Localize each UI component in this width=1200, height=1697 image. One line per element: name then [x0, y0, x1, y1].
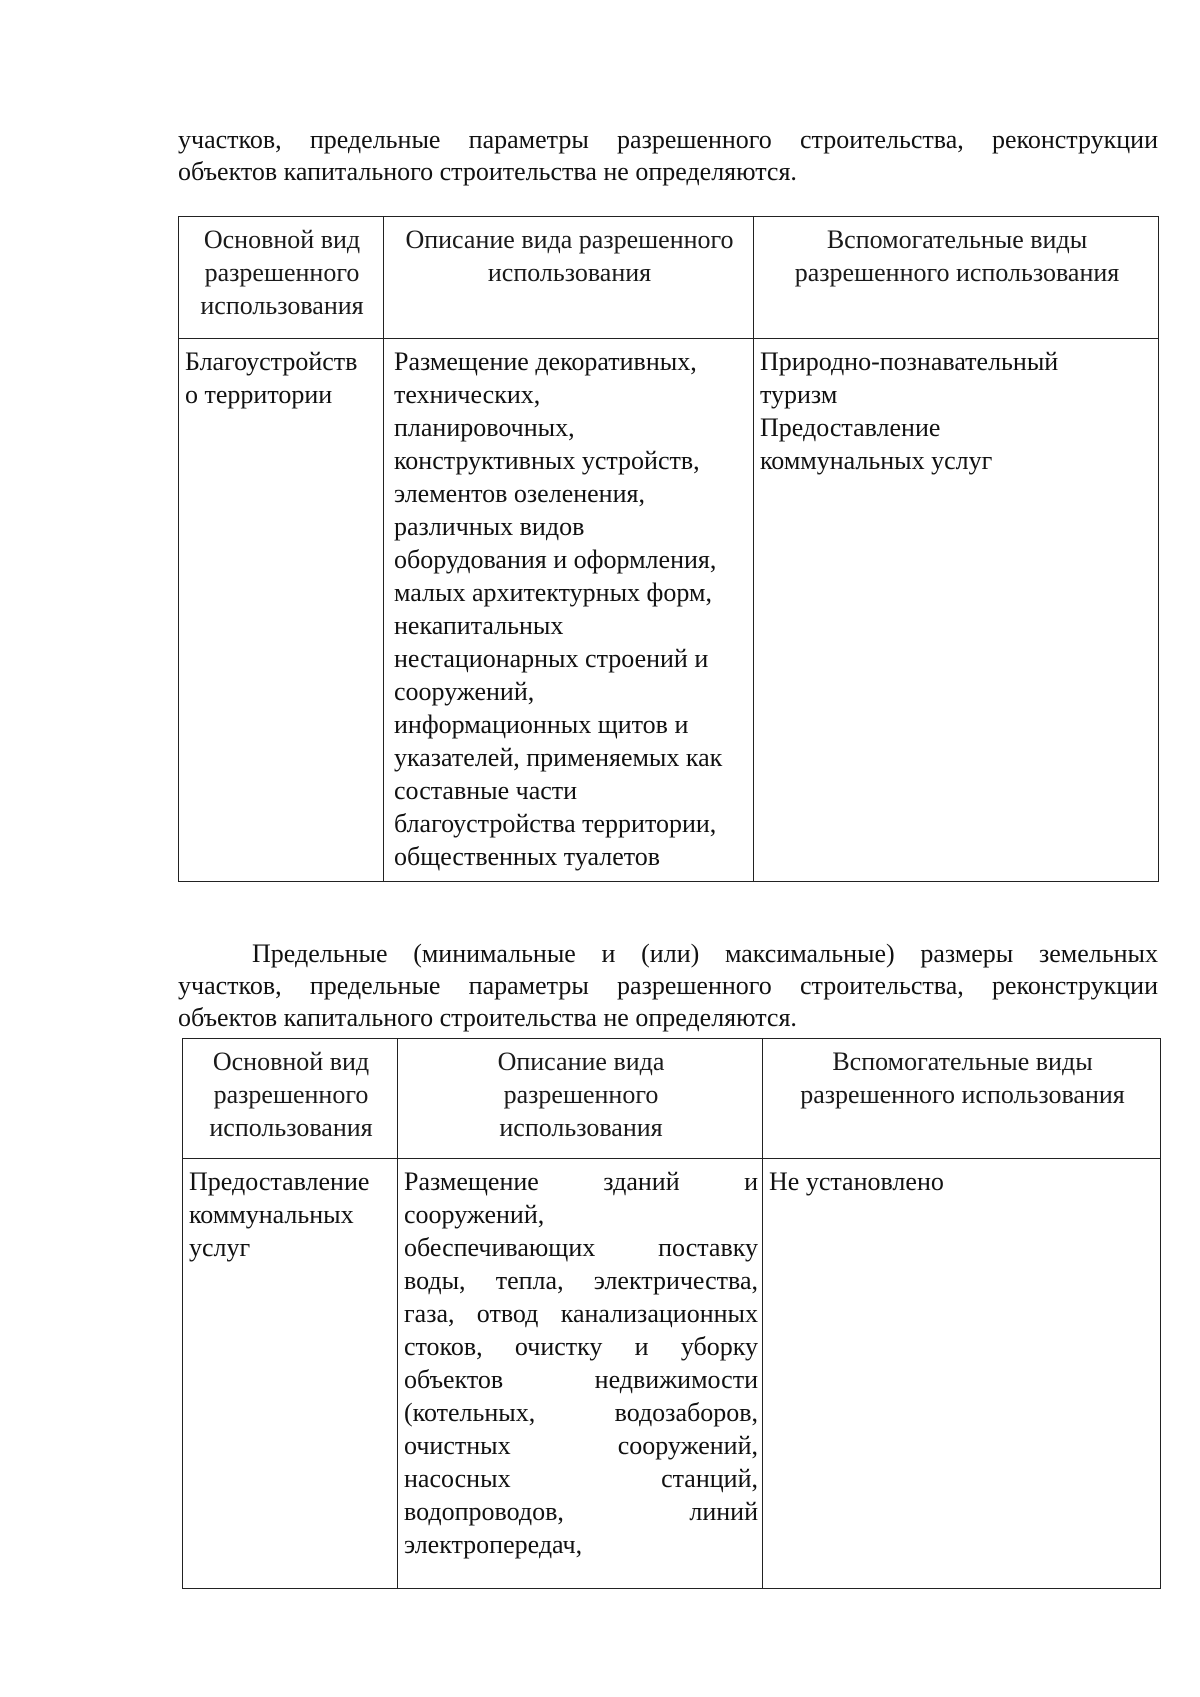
cell-line: услуг	[189, 1233, 251, 1262]
cell-line: (котельных, водозаборов,	[404, 1398, 758, 1427]
cell-line: объектов недвижимости	[404, 1365, 758, 1394]
cell-line: общественных туалетов	[394, 842, 661, 871]
cell-line: обеспечивающих поставку	[404, 1233, 758, 1262]
cell-main-type	[183, 1159, 398, 1589]
cell-main-type	[179, 339, 384, 882]
paragraph-line: объектов капитального строительства не определяются.	[178, 157, 797, 186]
table-header-row	[179, 217, 1159, 339]
cell-auxiliary	[763, 1159, 1161, 1589]
paragraph-line: объектов капитального строительства не определяются.	[178, 1003, 797, 1032]
cell-line: Размещение зданий и	[404, 1167, 758, 1196]
header-line: использования	[209, 1113, 373, 1142]
cell-line: воды, тепла, электричества,	[404, 1266, 758, 1295]
cell-line: сооружений,	[394, 677, 535, 706]
land-use-table-1	[178, 216, 1159, 882]
cell-line: насосных станций,	[404, 1464, 758, 1493]
header-line: Описание вида разрешенного	[405, 225, 734, 254]
header-line: использования	[487, 258, 652, 287]
header-line: Вспомогательные виды	[826, 225, 1088, 254]
table-header-row	[183, 1039, 1161, 1159]
header-auxiliary	[754, 217, 1159, 339]
cell-line: указателей, применяемых как	[394, 743, 723, 772]
table-row	[183, 1159, 1161, 1589]
header-main-type	[179, 217, 384, 339]
header-line: Основной вид	[203, 225, 361, 254]
cell-line: конструктивных устройств,	[394, 446, 700, 475]
header-line: разрешенного	[503, 1080, 659, 1109]
cell-auxiliary	[754, 339, 1159, 882]
cell-line: о территории	[185, 380, 333, 409]
header-line: Описание вида	[497, 1047, 665, 1076]
cell-line: планировочных,	[394, 413, 575, 442]
header-description	[398, 1039, 763, 1159]
cell-line: благоустройства территории,	[394, 809, 717, 838]
cell-line: Не установлено	[769, 1167, 944, 1196]
land-use-table-2	[182, 1038, 1161, 1589]
header-line: использования	[200, 291, 364, 320]
cell-line: малых архитектурных форм,	[394, 578, 712, 607]
cell-line: нестационарных строений и	[394, 644, 709, 673]
header-line: разрешенного использования	[794, 258, 1120, 287]
cell-description	[384, 339, 754, 882]
header-line: использования	[499, 1113, 663, 1142]
cell-line: водопроводов, линий	[404, 1497, 758, 1526]
intro-paragraph	[178, 124, 1158, 188]
cell-line: Размещение декоративных,	[394, 347, 697, 376]
cell-line: информационных щитов и	[394, 710, 689, 739]
cell-line: очистных сооружений,	[404, 1431, 758, 1460]
limits-paragraph	[178, 938, 1158, 1034]
header-line: разрешенного	[213, 1080, 369, 1109]
cell-line: сооружений,	[404, 1200, 545, 1229]
paragraph-line: Предельные (минимальные и (или) максимальные) размеры земельных	[252, 939, 1158, 968]
cell-line: стоков, очистку и уборку	[404, 1332, 758, 1361]
cell-line: коммунальных услуг	[760, 446, 993, 475]
table-row	[179, 339, 1159, 882]
cell-line: электропередач,	[404, 1530, 583, 1559]
paragraph-line: участков, предельные параметры разрешенного строительства, реконструкции	[178, 125, 1158, 154]
header-line: Вспомогательные виды	[832, 1047, 1093, 1076]
cell-line: Природно-познавательный	[760, 347, 1059, 376]
cell-line: оборудования и оформления,	[394, 545, 717, 574]
cell-line: газа, отвод канализационных	[404, 1299, 758, 1328]
cell-line: различных видов	[394, 512, 585, 541]
cell-line: составные части	[394, 776, 578, 805]
header-line: разрешенного	[204, 258, 360, 287]
header-description	[384, 217, 754, 339]
cell-line: некапитальных	[394, 611, 564, 640]
cell-line: коммунальных	[189, 1200, 354, 1229]
cell-line: элементов озеленения,	[394, 479, 645, 508]
cell-description	[398, 1159, 763, 1589]
paragraph-line: участков, предельные параметры разрешенного строительства, реконструкции	[178, 971, 1158, 1000]
header-line: разрешенного использования	[800, 1080, 1125, 1109]
cell-line: туризм	[760, 380, 838, 409]
header-line: Основной вид	[212, 1047, 370, 1076]
header-auxiliary	[763, 1039, 1161, 1159]
cell-line: технических,	[394, 380, 541, 409]
cell-line: Предоставление	[189, 1167, 370, 1196]
cell-line: Предоставление	[760, 413, 941, 442]
header-main-type	[183, 1039, 398, 1159]
cell-line: Благоустройств	[185, 347, 358, 376]
